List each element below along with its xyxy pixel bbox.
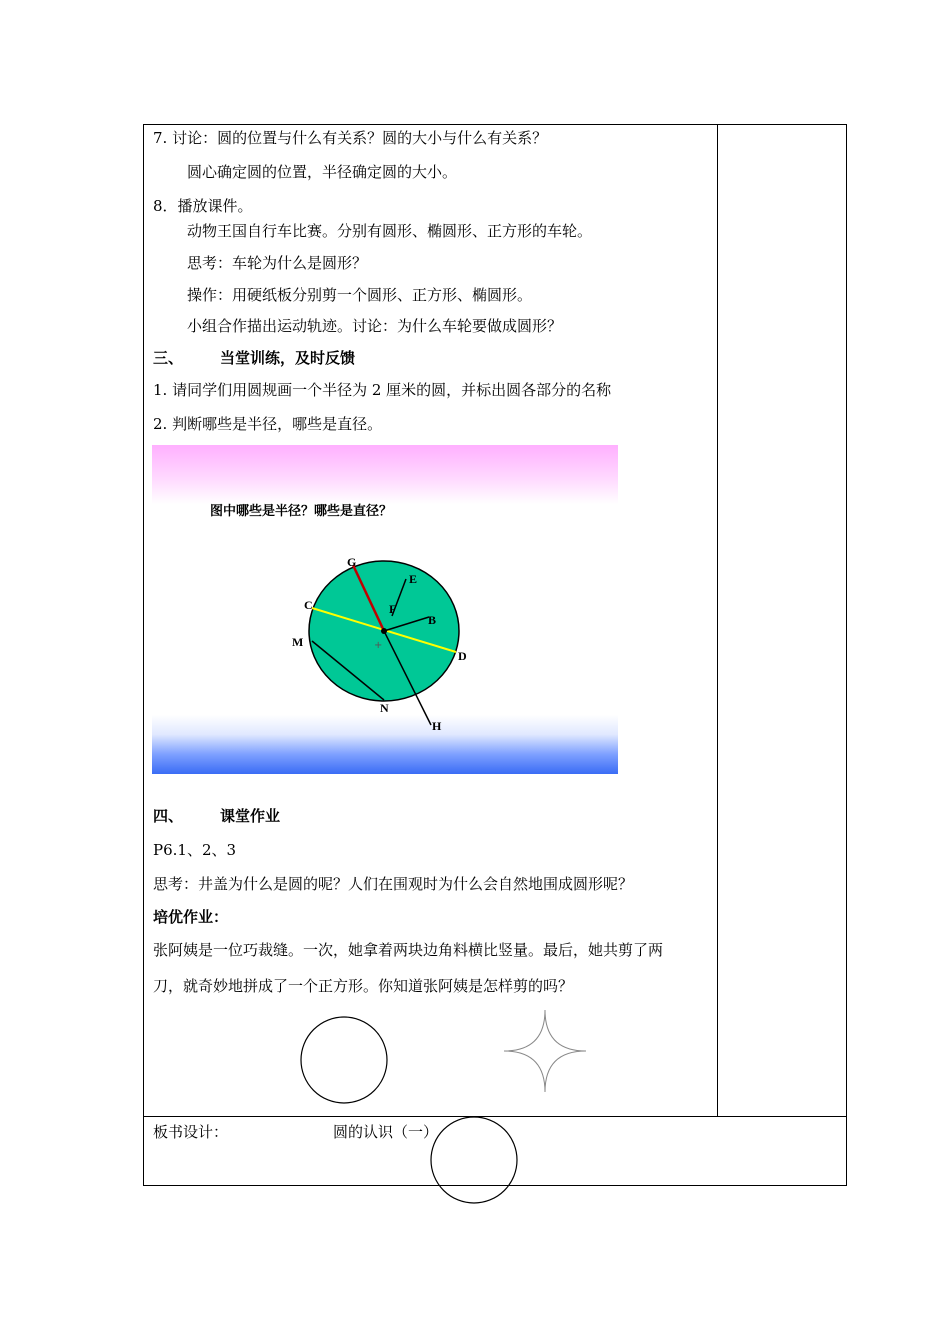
exercise-1: 1. 请同学们用圆规画一个半径为 2 厘米的圆，并标出圆各部分的名称 [153,381,612,399]
item-8-desc: 动物王国自行车比赛。分别有圆形、椭圆形、正方形的车轮。 [187,222,593,240]
table-column-divider [717,124,718,1117]
label-g: G [347,555,357,569]
label-n: N [380,701,389,715]
cloth-circle-shape [300,1016,390,1106]
circle-diagram [152,445,618,774]
center-point [381,628,387,634]
label-f: F [389,602,397,616]
item-7-answer: 圆心确定圆的位置，半径确定圆的大小。 [187,163,458,181]
board-circle-shape [430,1116,520,1206]
item-8: 8．播放课件。 [153,197,253,215]
center-mark: + [374,640,383,651]
label-m: M [292,635,304,649]
homework-pages: P6.1、2、3 [153,841,237,859]
label-b: B [428,613,437,627]
label-h: H [432,719,442,733]
homework-think: 思考：井盖为什么是圆的呢？人们在围观时为什么会自然地围成圆形呢？ [153,875,634,893]
item-8-operate: 操作：用硬纸板分别剪一个圆形、正方形、椭圆形。 [187,286,533,304]
label-d: D [458,649,467,663]
item-8-think: 思考：车轮为什么是圆形？ [187,254,368,272]
figure-title: 图中哪些是半径？哪些是直径？ [210,504,393,519]
cloth-star-shape [502,1008,588,1094]
advanced-homework-line-1: 张阿姨是一位巧裁缝。一次，她拿着两块边角料横比竖量。最后，她共剪了两 [153,941,664,959]
item-8-group: 小组合作描出运动轨迹。讨论：为什么车轮要做成圆形？ [187,317,563,335]
section-4-title: 课堂作业 [220,807,281,825]
advanced-homework-label: 培优作业： [153,908,229,926]
label-e: E [409,572,418,586]
board-design-title: 圆的认识（一） [333,1123,439,1141]
section-3-title: 当堂训练，及时反馈 [220,349,356,367]
section-4-number: 四、 [153,807,184,825]
exercise-2: 2. 判断哪些是半径，哪些是直径。 [153,415,383,433]
label-c: C [304,598,313,612]
board-design-label: 板书设计： [153,1123,229,1141]
item-7: 7. 讨论：圆的位置与什么有关系？圆的大小与什么有关系？ [153,129,548,147]
section-3-number: 三、 [153,349,184,367]
advanced-homework-line-2: 刀，就奇妙地拼成了一个正方形。你知道张阿姨是怎样剪的吗？ [153,977,574,995]
circle-figure [152,445,618,774]
